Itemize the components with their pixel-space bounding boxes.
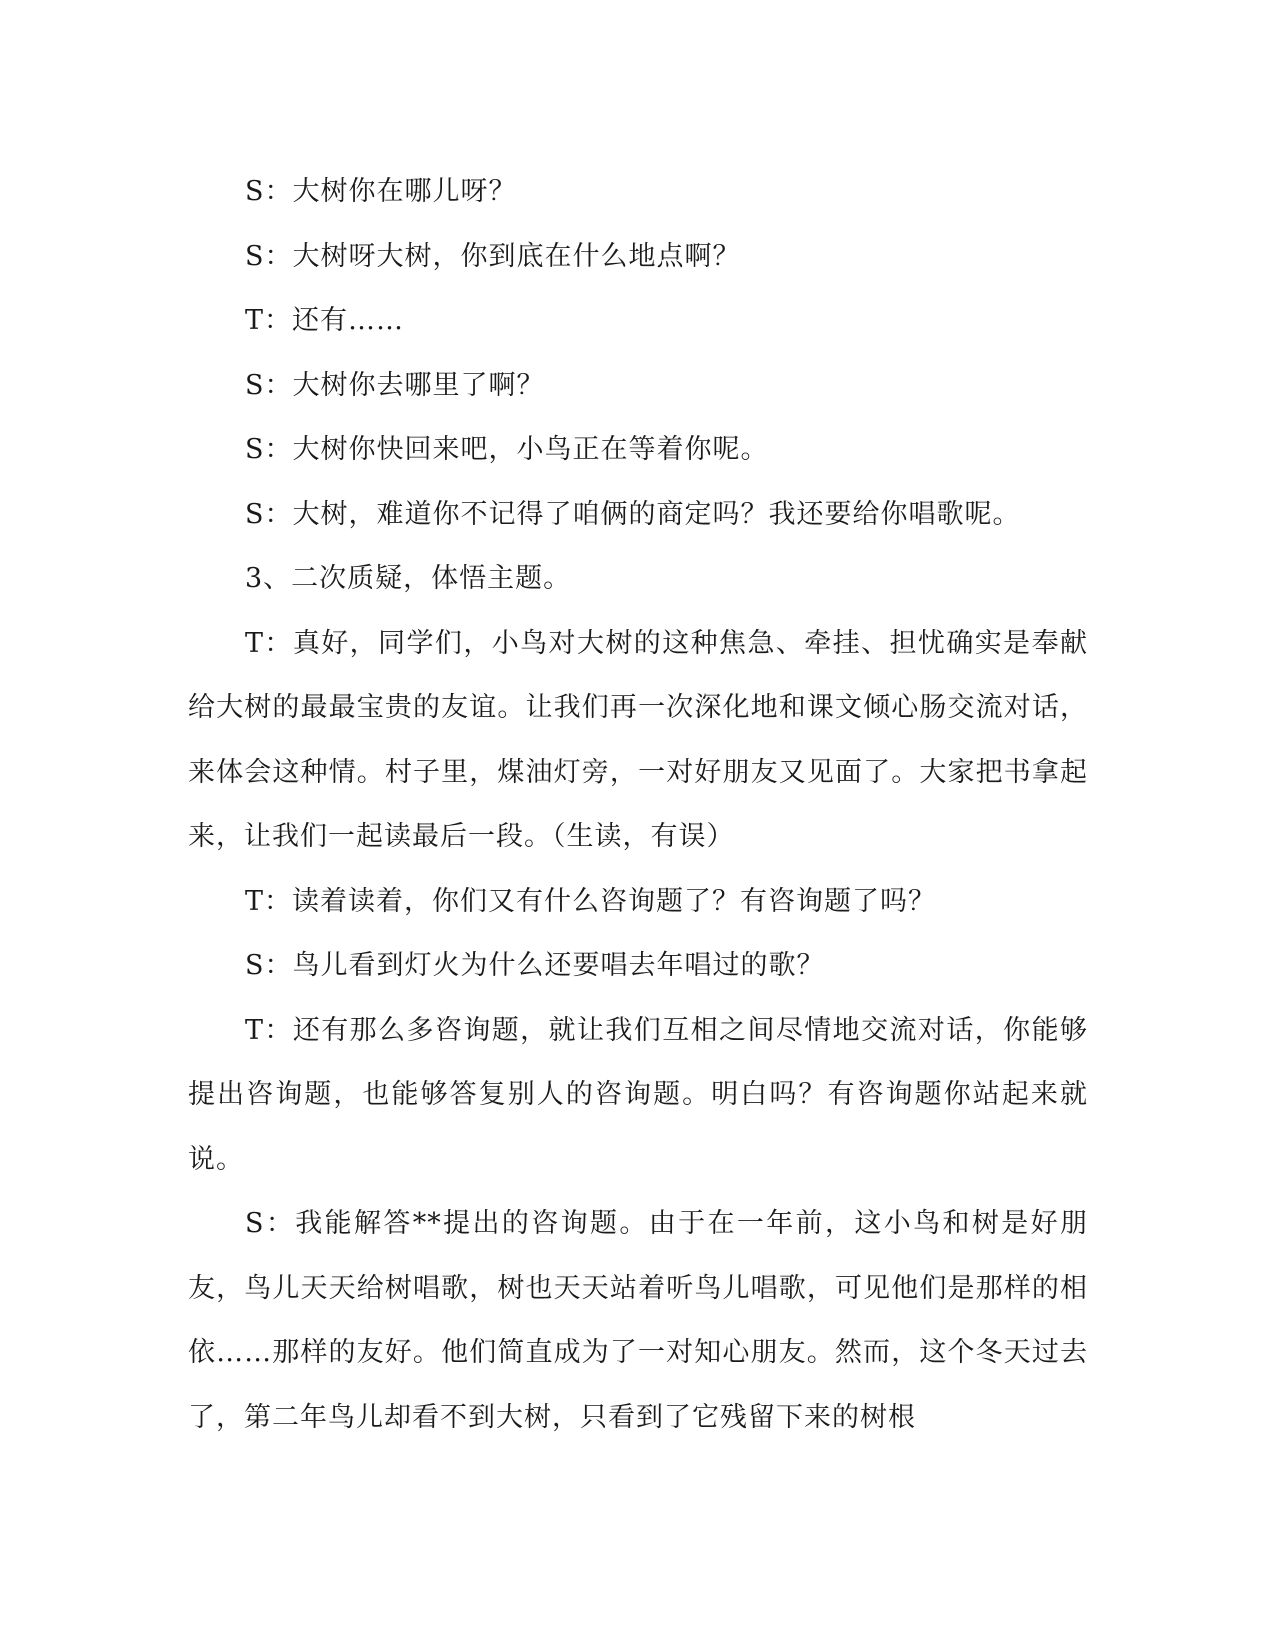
dialogue-line: T：还有…… <box>245 305 405 336</box>
dialogue-paragraph: T：真好，同学们，小鸟对大树的这种焦急、牵挂、担忧确实是奉献给大树的最最宝贵的友谊。让我们再一次深化地和课文倾心肠交流对话，来体会这种情。村子里，煤油灯旁，一对好朋友又见面了。大家把书拿起来，让我们一起读最后一段。（生读，有误） <box>188 627 1088 852</box>
dialogue-line: S：鸟儿看到灯火为什么还要唱去年唱过的歌？ <box>245 950 825 981</box>
dialogue-line: T：读着读着，你们又有什么咨询题了？有咨询题了吗？ <box>245 885 937 917</box>
dialogue-paragraph: S：我能解答**提出的咨询题。由于在一年前，这小鸟和树是好朋友，鸟儿天天给树唱歌，树也天天站着听鸟儿唱歌，可见他们是那样的相依……那样的友好。他们简直成为了一对知心朋友。然而，这个冬天过去了，第二年鸟儿却看不到大树，只看到了它残留下来的树根 <box>188 1208 1088 1433</box>
dialogue-line: S：大树你在哪儿呀？ <box>245 176 517 207</box>
body-text <box>188 160 1088 1450</box>
section-heading: 3、二次质疑，体悟主题。 <box>245 563 572 594</box>
dialogue-line: S：大树你快回来吧，小鸟正在等着你呢。 <box>245 434 769 465</box>
dialogue-paragraph: T：还有那么多咨询题，就让我们互相之间尽情地交流对话，你能够提出咨询题，也能够答复别人的咨询题。明白吗？有咨询题你站起来就说。 <box>188 1014 1088 1175</box>
dialogue-line: S：大树呀大树，你到底在什么地点啊？ <box>245 240 741 272</box>
dialogue-line: S：大树你去哪里了啊？ <box>245 369 545 401</box>
dialogue-line: S：大树，难道你不记得了咱俩的商定吗？我还要给你唱歌呢。 <box>245 498 1021 530</box>
